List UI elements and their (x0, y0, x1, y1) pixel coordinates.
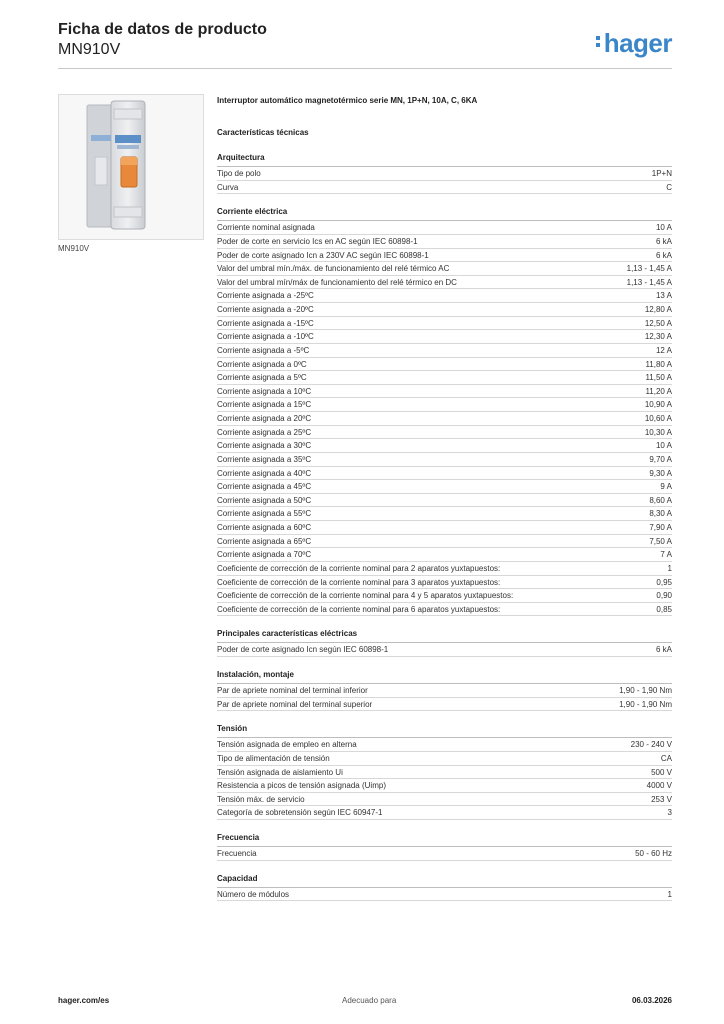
spec-label: Corriente nominal asignada (217, 223, 315, 233)
spec-row (217, 888, 672, 902)
spec-row (217, 289, 672, 303)
spec-value: 8,60 A (649, 495, 672, 505)
spec-row (217, 507, 672, 521)
spec-value: CA (660, 753, 672, 763)
spec-row (217, 521, 672, 535)
spec-value: 1,13 - 1,45 A (626, 277, 672, 287)
spec-row (217, 779, 672, 793)
spec-label: Corriente asignada a 0ºC (217, 359, 307, 369)
spec-label: Frecuencia (217, 849, 257, 858)
spec-row (217, 426, 672, 440)
spec-row (217, 494, 672, 508)
spec-value: 6 kA (655, 236, 672, 246)
product-description: Interruptor automático magnetotérmico serie MN, 1P+N, 10A, C, 6KA (217, 96, 478, 105)
spec-value: 12 A (655, 345, 672, 355)
header-divider (58, 68, 672, 69)
spec-row (217, 358, 672, 372)
page-header (58, 20, 672, 68)
spec-value: 9 A (660, 482, 672, 492)
spec-label: Corriente asignada a 45ºC (217, 482, 312, 492)
spec-value: 7 A (660, 550, 672, 560)
spec-row (217, 453, 672, 467)
spec-value: 50 - 60 Hz (635, 849, 672, 858)
page-footer (58, 996, 672, 1008)
spec-label: Poder de corte asignado Icn según IEC 60898-1 (217, 645, 389, 655)
spec-value: 10 A (655, 441, 672, 451)
spec-row (217, 535, 672, 549)
spec-section (217, 874, 672, 902)
spec-value: 6 kA (655, 645, 672, 655)
technical-characteristics-title: Características técnicas (217, 128, 309, 137)
spec-label: Corriente asignada a -5ºC (217, 345, 310, 355)
spec-row (217, 385, 672, 399)
spec-row (217, 684, 672, 698)
spec-value: 10,30 A (644, 427, 672, 437)
spec-value: 13 A (655, 291, 672, 301)
spec-value: 1,90 - 1,90 Nm (619, 699, 672, 709)
spec-label: Par de apriete nominal del terminal superior (217, 699, 373, 709)
spec-section (217, 670, 672, 711)
spec-value: 9,70 A (649, 454, 672, 464)
spec-row (217, 249, 672, 263)
spec-value: 12,50 A (644, 318, 672, 328)
spec-row (217, 317, 672, 331)
spec-row (217, 738, 672, 752)
footer-suitable-for: Adecuado para (342, 996, 397, 1005)
spec-value: 11,50 A (645, 373, 672, 383)
spec-row (217, 643, 672, 657)
spec-value: 3 (667, 808, 672, 818)
spec-row (217, 167, 672, 181)
spec-label: Corriente asignada a 60ºC (217, 523, 312, 532)
spec-value: 1P+N (651, 169, 672, 178)
spec-label: Corriente asignada a 50ºC (217, 495, 312, 505)
spec-value: C (666, 182, 672, 192)
spec-row (217, 589, 672, 603)
spec-label: Corriente asignada a 10ºC (217, 386, 312, 396)
spec-label: Valor del umbral mín./máx. de funcionamiento del relé térmico AC (217, 264, 450, 274)
section-title: Arquitectura (217, 153, 672, 167)
spec-row (217, 847, 672, 861)
logo-dots-icon (596, 28, 601, 50)
footer-website: hager.com/es (58, 996, 110, 1005)
spec-label: Corriente asignada a 35ºC (217, 454, 312, 464)
hager-logo (596, 28, 672, 59)
circuit-breaker-icon (59, 95, 203, 239)
spec-label: Coeficiente de corrección de la corriente nominal para 4 y 5 aparatos yuxtapuestos: (217, 591, 514, 601)
spec-value: 7,90 A (649, 523, 672, 532)
spec-label: Corriente asignada a 55ºC (217, 509, 312, 519)
spec-row (217, 806, 672, 820)
spec-row (217, 221, 672, 235)
spec-value: 6 kA (655, 250, 672, 260)
spec-label: Tipo de alimentación de tensión (217, 753, 330, 763)
spec-row (217, 276, 672, 290)
product-image (58, 94, 204, 240)
spec-row (217, 576, 672, 590)
spec-section (217, 153, 672, 194)
spec-label: Corriente asignada a 5ºC (217, 373, 307, 383)
spec-value: 12,30 A (644, 332, 672, 342)
product-image-caption: MN910V (58, 244, 90, 253)
section-title: Capacidad (217, 874, 672, 888)
spec-value: 1,13 - 1,45 A (626, 264, 672, 274)
spec-label: Corriente asignada a 30ºC (217, 441, 312, 451)
spec-row (217, 562, 672, 576)
spec-value: 9,30 A (649, 468, 672, 478)
spec-row (217, 698, 672, 712)
spec-label: Corriente asignada a 20ºC (217, 414, 312, 423)
spec-value: 12,80 A (644, 305, 672, 314)
spec-value: 0,85 (656, 604, 672, 614)
footer-date: 06.03.2026 (631, 996, 672, 1005)
spec-value: 10,90 A (644, 400, 672, 410)
spec-row (217, 548, 672, 562)
spec-label: Poder de corte asignado Icn a 230V AC según IEC 60898-1 (217, 250, 429, 260)
spec-label: Coeficiente de corrección de la corriente nominal para 2 aparatos yuxtapuestos: (217, 563, 501, 573)
spec-label: Tensión asignada de aislamiento Ui (217, 767, 343, 777)
spec-row (217, 752, 672, 766)
spec-value: 500 V (651, 767, 672, 777)
product-model: MN910V (58, 41, 121, 58)
spec-label: Corriente asignada a -10ºC (217, 332, 314, 342)
spec-label: Par de apriete nominal del terminal inferior (217, 686, 368, 695)
spec-value: 1,90 - 1,90 Nm (619, 686, 672, 695)
spec-label: Corriente asignada a 40ºC (217, 468, 312, 478)
spec-row (217, 181, 672, 195)
spec-label: Tipo de polo (217, 169, 261, 178)
spec-row (217, 793, 672, 807)
spec-label: Coeficiente de corrección de la corriente nominal para 3 aparatos yuxtapuestos: (217, 577, 501, 587)
section-title: Principales características eléctricas (217, 629, 672, 643)
logo-text: hager (603, 28, 672, 58)
section-title: Corriente eléctrica (217, 207, 672, 221)
spec-label: Corriente asignada a 25ºC (217, 427, 312, 437)
spec-value: 253 V (651, 794, 672, 804)
spec-label: Tensión asignada de empleo en alterna (217, 740, 357, 750)
spec-label: Corriente asignada a -25ºC (217, 291, 314, 301)
spec-row (217, 235, 672, 249)
spec-row (217, 262, 672, 276)
spec-value: 7,50 A (649, 536, 672, 546)
spec-label: Poder de corte en servicio Ics en AC según IEC 60898-1 (217, 236, 418, 246)
spec-label: Curva (217, 182, 239, 192)
section-title: Tensión (217, 724, 672, 738)
spec-section (217, 833, 672, 861)
spec-value: 1 (667, 563, 672, 573)
spec-value: 10 A (655, 223, 672, 233)
section-title: Frecuencia (217, 833, 672, 847)
spec-label: Categoría de sobretensión según IEC 60947-1 (217, 808, 383, 818)
spec-row (217, 330, 672, 344)
spec-section (217, 629, 672, 657)
spec-value: 0,95 (656, 577, 672, 587)
spec-row (217, 412, 672, 426)
spec-value: 1 (667, 889, 672, 899)
spec-row (217, 344, 672, 358)
spec-label: Corriente asignada a -20ºC (217, 305, 314, 314)
spec-row (217, 603, 672, 617)
spec-label: Corriente asignada a 65ºC (217, 536, 312, 546)
spec-label: Corriente asignada a -15ºC (217, 318, 314, 328)
spec-value: 8,30 A (649, 509, 672, 519)
section-title: Instalación, montaje (217, 670, 672, 684)
spec-value: 11,80 A (645, 359, 672, 369)
spec-section (217, 207, 672, 616)
spec-label: Coeficiente de corrección de la corriente nominal para 6 aparatos yuxtapuestos: (217, 604, 501, 614)
spec-row (217, 371, 672, 385)
spec-row (217, 480, 672, 494)
spec-section (217, 724, 672, 820)
spec-label: Corriente asignada a 15ºC (217, 400, 312, 410)
spec-row (217, 766, 672, 780)
spec-row (217, 398, 672, 412)
specifications (217, 96, 672, 901)
spec-value: 11,20 A (645, 386, 672, 396)
spec-sections (217, 153, 672, 901)
spec-label: Tensión máx. de servicio (217, 794, 305, 804)
spec-row (217, 303, 672, 317)
document-title: Ficha de datos de producto (58, 21, 267, 38)
spec-value: 230 - 240 V (630, 740, 672, 750)
spec-label: Número de módulos (217, 889, 290, 899)
spec-value: 10,60 A (644, 414, 672, 423)
spec-value: 4000 V (646, 781, 672, 791)
spec-label: Valor del umbral mín/máx de funcionamiento del relé térmico en DC (217, 277, 457, 287)
spec-row (217, 439, 672, 453)
spec-label: Corriente asignada a 70ºC (217, 550, 312, 560)
spec-row (217, 467, 672, 481)
spec-value: 0,90 (656, 591, 672, 601)
spec-label: Resistencia a picos de tensión asignada (Uimp) (217, 781, 386, 791)
